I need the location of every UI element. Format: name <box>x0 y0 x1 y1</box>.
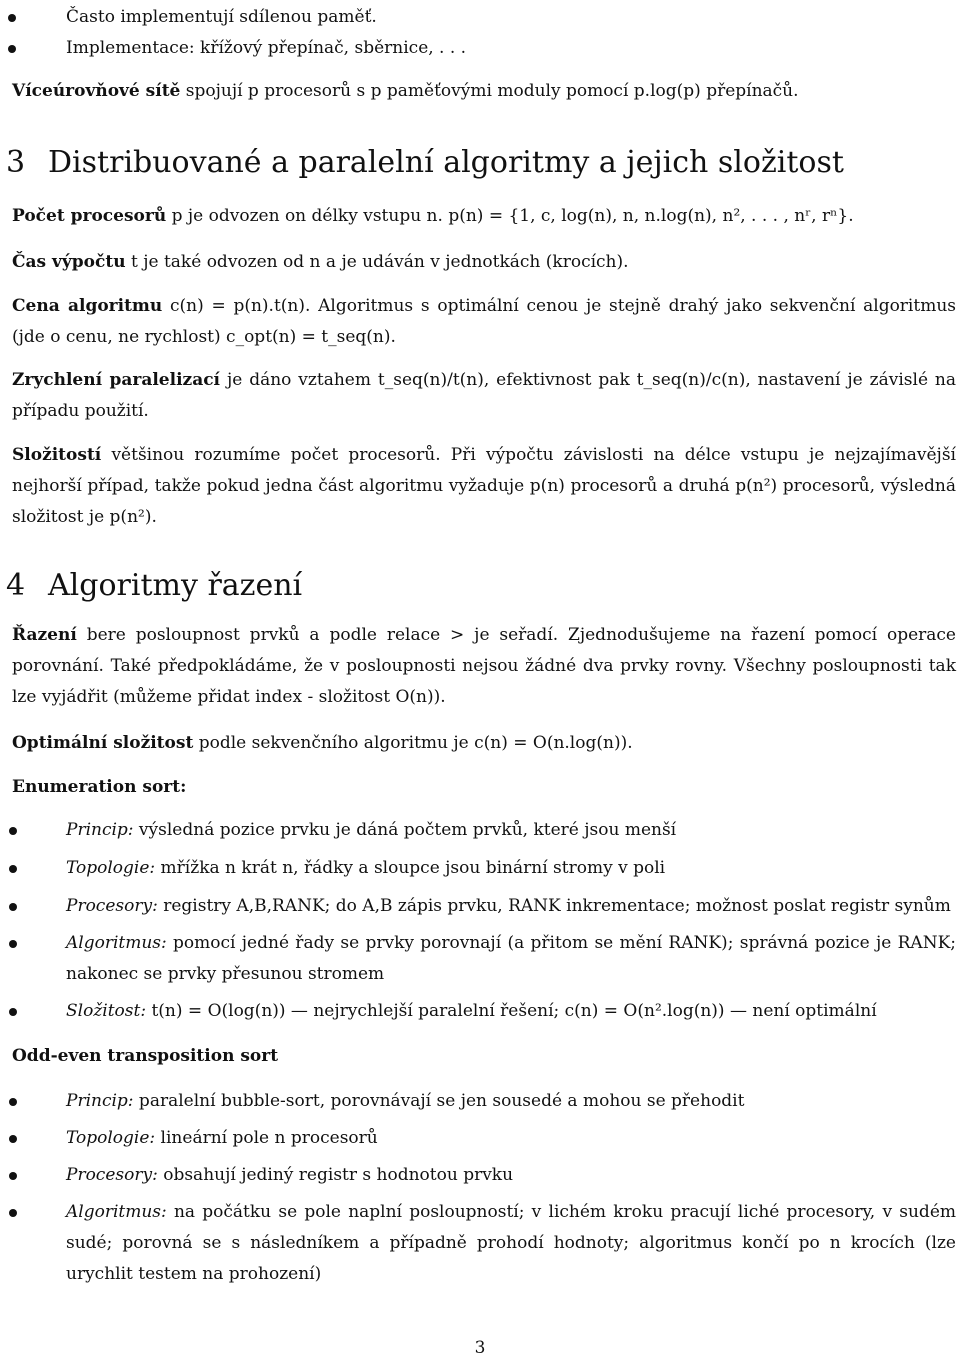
bullet-icon <box>9 1135 17 1143</box>
item-text: lineární pole n procesorů <box>155 1128 378 1148</box>
list-item <box>66 1123 956 1154</box>
term: Řazení <box>12 625 77 645</box>
bullet-icon <box>9 1172 17 1180</box>
list-item <box>66 1086 956 1117</box>
term: Zrychlení paralelizací <box>12 370 221 390</box>
paragraph-text: p je odvozen on délky vstupu n. p(n) = {1, c, log(n), n, n.log(n), n², . . . , nʳ, rⁿ}. <box>166 206 854 226</box>
bullet-icon <box>9 940 17 948</box>
paragraph-text: bere posloupnost prvků a podle relace > je seřadí. Zjednodušujeme na řazení pomocí operace porovnání. Také předpokládáme, že v posloupnosti nejsou žádné dva prvky rovny. Všechny posloupnosti tak lze vyjádřit (můžeme přidat index - složitost O(n)). <box>12 625 956 707</box>
paragraph-text: t je také odvozen od n a je udáván v jednotkách (krocích). <box>125 252 629 272</box>
item-text: registry A,B,RANK; do A,B zápis prvku, RANK inkrementace; možnost poslat registr synům <box>157 896 951 916</box>
paragraph <box>12 440 956 533</box>
section-heading <box>6 568 302 604</box>
bullet-icon <box>9 1209 17 1217</box>
item-label: Algoritmus: <box>66 1202 167 1222</box>
term: Počet procesorů <box>12 206 167 226</box>
paragraph <box>12 732 633 754</box>
bullet-icon <box>9 827 17 835</box>
item-text: mřížka n krát n, řádky a sloupce jsou binární stromy v poli <box>155 858 666 878</box>
list-item <box>66 1197 956 1290</box>
bullet-icon <box>8 45 16 53</box>
item-text: na počátku se pole naplní posloupností; v lichém kroku pracují liché procesory, v sudém sudé; porovná se s následníkem a případně prohodí hodnoty; algoritmus končí po n krocích (lze urychlit testem na prohození) <box>66 1202 956 1284</box>
item-text: výsledná pozice prvku je dáná počtem prvků, které jsou menší <box>133 820 677 840</box>
term: Složitostí <box>12 445 102 465</box>
list-item <box>66 891 956 922</box>
list-item <box>66 815 956 846</box>
list-item <box>66 853 956 884</box>
paragraph <box>12 365 956 427</box>
list-item <box>66 1160 956 1191</box>
term: Víceúrovňové sítě <box>12 81 181 101</box>
paragraph-text: c(n) = p(n).t(n). Algoritmus s optimální cenou je stejně drahý jako sekvenční algoritmus (jde o cenu, ne rychlost) c_opt(n) = t_seq(n). <box>12 296 956 347</box>
section-heading <box>6 145 844 181</box>
item-label: Algoritmus: <box>66 933 167 953</box>
term: Optimální složitost <box>12 733 194 753</box>
item-label: Topologie: <box>66 1128 156 1148</box>
list-item <box>66 928 956 990</box>
paragraph-text: spojují p procesorů s p paměťovými moduly pomocí p.log(p) přepínačů. <box>180 81 799 101</box>
item-text: paralelní bubble-sort, porovnávají se jen sousedé a mohou se přehodit <box>133 1091 745 1111</box>
section-number: 3 <box>6 145 26 180</box>
item-label: Procesory: <box>66 896 158 916</box>
section-title: Algoritmy řazení <box>48 568 303 603</box>
bullet-icon <box>9 865 17 873</box>
section-number: 4 <box>6 568 26 603</box>
subsection-heading: Odd-even transposition sort <box>12 1046 279 1066</box>
item-text: obsahují jediný registr s hodnotou prvku <box>157 1165 514 1185</box>
paragraph-text: podle sekvenčního algoritmu je c(n) = O(n.log(n)). <box>193 733 633 753</box>
list-item <box>66 996 956 1027</box>
paragraph-text: většinou rozumíme počet procesorů. Při výpočtu závislosti na délce vstupu je nejzajímavější nejhorší případ, takže pokud jedna část algoritmu vyžaduje p(n) procesorů a druhá p(n²) procesorů, výsledná složitost je p(n²). <box>12 445 956 527</box>
bullet-icon <box>9 1098 17 1106</box>
list-item <box>66 33 956 64</box>
paragraph <box>12 251 629 273</box>
item-label: Procesory: <box>66 1165 158 1185</box>
bullet-text: Implementace: křížový přepínač, sběrnice, . . . <box>66 38 467 58</box>
paragraph-text: je dáno vztahem t_seq(n)/t(n), efektivnost pak t_seq(n)/c(n), nastavení je závislé na případu použití. <box>12 370 956 421</box>
paragraph <box>12 205 854 227</box>
item-text: t(n) = O(log(n)) — nejrychlejší paralelní řešení; c(n) = O(n².log(n)) — není optimální <box>146 1001 877 1021</box>
bullet-text: Často implementují sdílenou paměť. <box>66 7 377 27</box>
bullet-icon <box>9 903 17 911</box>
item-label: Topologie: <box>66 858 156 878</box>
paragraph <box>12 291 956 353</box>
item-label: Složitost: <box>66 1001 147 1021</box>
item-label: Princip: <box>66 1091 134 1111</box>
page-number: 3 <box>474 1338 486 1358</box>
item-label: Princip: <box>66 820 134 840</box>
bullet-icon <box>9 1008 17 1016</box>
list-item <box>66 2 956 33</box>
multistage-paragraph <box>12 80 799 102</box>
paragraph <box>12 620 956 713</box>
section-title: Distribuované a paralelní algoritmy a jejich složitost <box>48 145 844 180</box>
subsection-heading: Enumeration sort: <box>12 777 187 797</box>
item-text: pomocí jedné řady se prvky porovnají (a přitom se mění RANK); správná pozice je RANK; nakonec se prvky přesunou stromem <box>66 933 956 984</box>
term: Čas výpočtu <box>12 252 126 272</box>
bullet-icon <box>8 14 16 22</box>
term: Cena algoritmu <box>12 296 163 316</box>
